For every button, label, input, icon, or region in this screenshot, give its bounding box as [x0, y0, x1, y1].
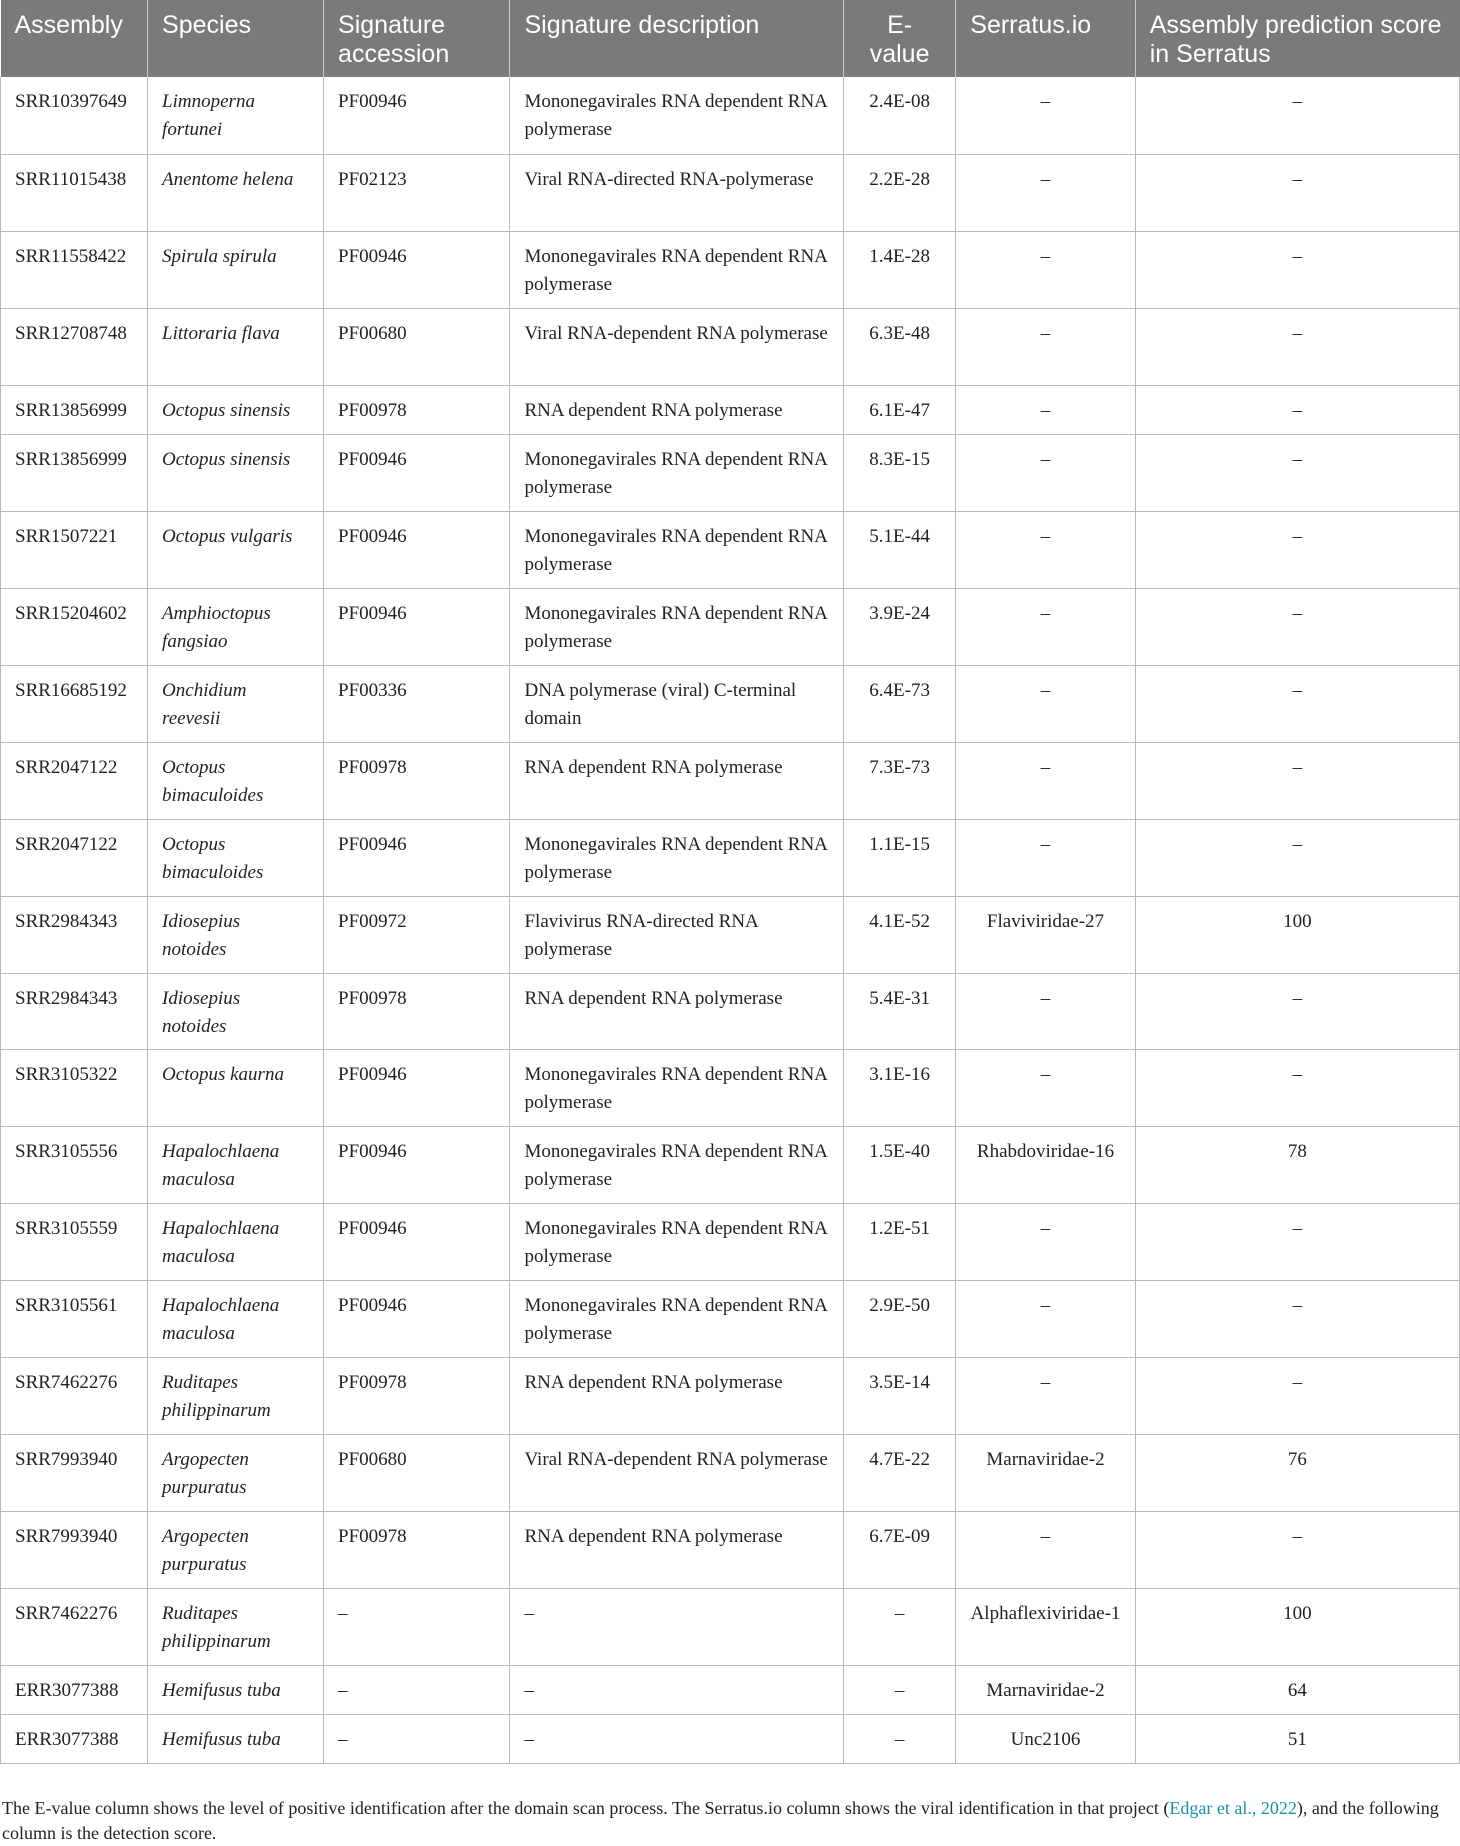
header-prediction-score: Assembly prediction score in Serratus	[1135, 0, 1459, 77]
cell-species: Limnoperna fortunei	[148, 77, 324, 154]
cell-e-value: 4.1E-52	[843, 896, 955, 973]
header-signature-description: Signature description	[510, 0, 843, 77]
caption-text-before: The E-value column shows the level of positive identification after the domain scan process. The Serratus.io column shows the viral identification in that project (	[2, 1798, 1170, 1818]
table-row	[1, 1665, 1460, 1714]
cell-signature-accession: PF00978	[324, 1511, 510, 1588]
cell-serratus: Flaviviridae-27	[956, 896, 1135, 973]
cell-serratus: –	[956, 77, 1135, 154]
cell-assembly: SRR16685192	[1, 665, 148, 742]
cell-e-value: 1.1E-15	[843, 819, 955, 896]
cell-signature-description: Mononegavirales RNA dependent RNA polymerase	[510, 511, 843, 588]
cell-signature-accession: PF00946	[324, 1126, 510, 1203]
cell-signature-accession: PF00946	[324, 819, 510, 896]
cell-serratus: –	[956, 511, 1135, 588]
cell-signature-accession: –	[324, 1714, 510, 1763]
cell-assembly: SRR11015438	[1, 154, 148, 231]
cell-prediction-score: 76	[1135, 1434, 1459, 1511]
table-row	[1, 511, 1460, 588]
cell-signature-description: Mononegavirales RNA dependent RNA polymerase	[510, 1203, 843, 1280]
cell-species: Hapalochlaena maculosa	[148, 1280, 324, 1357]
cell-e-value: 3.5E-14	[843, 1357, 955, 1434]
cell-prediction-score: –	[1135, 742, 1459, 819]
cell-prediction-score: –	[1135, 1357, 1459, 1434]
cell-species: Amphioctopus fangsiao	[148, 588, 324, 665]
table-row	[1, 819, 1460, 896]
cell-species: Littoraria flava	[148, 308, 324, 385]
cell-serratus: –	[956, 973, 1135, 1049]
header-species: Species	[148, 0, 324, 77]
cell-species: Hemifusus tuba	[148, 1714, 324, 1763]
cell-e-value: 2.4E-08	[843, 77, 955, 154]
table-row	[1, 588, 1460, 665]
cell-e-value: 1.2E-51	[843, 1203, 955, 1280]
cell-signature-accession: PF00978	[324, 385, 510, 434]
cell-assembly: SRR2047122	[1, 819, 148, 896]
cell-serratus: –	[956, 1049, 1135, 1126]
cell-signature-description: Mononegavirales RNA dependent RNA polymerase	[510, 231, 843, 308]
cell-assembly: SRR3105559	[1, 1203, 148, 1280]
cell-signature-accession: –	[324, 1665, 510, 1714]
cell-serratus: –	[956, 1280, 1135, 1357]
cell-species: Octopus kaurna	[148, 1049, 324, 1126]
cell-signature-description: Mononegavirales RNA dependent RNA polymerase	[510, 1280, 843, 1357]
cell-species: Idiosepius notoides	[148, 973, 324, 1049]
cell-signature-description: Viral RNA-dependent RNA polymerase	[510, 308, 843, 385]
cell-signature-accession: PF00978	[324, 1357, 510, 1434]
cell-prediction-score: –	[1135, 1280, 1459, 1357]
cell-signature-accession: PF00680	[324, 1434, 510, 1511]
cell-assembly: SRR7462276	[1, 1588, 148, 1665]
cell-serratus: –	[956, 1357, 1135, 1434]
cell-serratus: Unc2106	[956, 1714, 1135, 1763]
cell-serratus: –	[956, 665, 1135, 742]
cell-signature-description: Mononegavirales RNA dependent RNA polymerase	[510, 77, 843, 154]
cell-e-value: 1.4E-28	[843, 231, 955, 308]
cell-signature-description: –	[510, 1665, 843, 1714]
cell-e-value: 3.9E-24	[843, 588, 955, 665]
cell-signature-description: RNA dependent RNA polymerase	[510, 742, 843, 819]
cell-assembly: ERR3077388	[1, 1714, 148, 1763]
cell-serratus: –	[956, 742, 1135, 819]
cell-assembly: SRR11558422	[1, 231, 148, 308]
cell-signature-accession: PF00336	[324, 665, 510, 742]
table-row	[1, 434, 1460, 511]
cell-species: Octopus sinensis	[148, 434, 324, 511]
cell-prediction-score: –	[1135, 665, 1459, 742]
cell-serratus: –	[956, 588, 1135, 665]
cell-assembly: SRR1507221	[1, 511, 148, 588]
header-assembly: Assembly	[1, 0, 148, 77]
table-body	[1, 77, 1460, 1763]
cell-assembly: ERR3077388	[1, 1665, 148, 1714]
cell-signature-description: –	[510, 1714, 843, 1763]
cell-e-value: –	[843, 1588, 955, 1665]
cell-prediction-score: –	[1135, 1049, 1459, 1126]
cell-prediction-score: –	[1135, 819, 1459, 896]
cell-prediction-score: –	[1135, 1511, 1459, 1588]
cell-species: Anentome helena	[148, 154, 324, 231]
cell-species: Octopus sinensis	[148, 385, 324, 434]
cell-prediction-score: 100	[1135, 1588, 1459, 1665]
cell-prediction-score: –	[1135, 434, 1459, 511]
cell-assembly: SRR7993940	[1, 1511, 148, 1588]
cell-serratus: –	[956, 308, 1135, 385]
cell-prediction-score: –	[1135, 511, 1459, 588]
cell-signature-description: RNA dependent RNA polymerase	[510, 1357, 843, 1434]
cell-e-value: 6.7E-09	[843, 1511, 955, 1588]
cell-species: Spirula spirula	[148, 231, 324, 308]
cell-signature-accession: PF00946	[324, 511, 510, 588]
table-row	[1, 1588, 1460, 1665]
cell-serratus: –	[956, 1203, 1135, 1280]
cell-prediction-score: –	[1135, 231, 1459, 308]
caption-citation-link[interactable]: Edgar et al., 2022	[1169, 1798, 1297, 1818]
cell-species: Octopus bimaculoides	[148, 819, 324, 896]
cell-signature-accession: PF00946	[324, 77, 510, 154]
cell-serratus: –	[956, 1511, 1135, 1588]
cell-signature-accession: PF00946	[324, 434, 510, 511]
cell-signature-accession: PF00946	[324, 231, 510, 308]
caption-text-after: ), and the following column is the detection score.	[2, 1798, 1439, 1843]
cell-e-value: 5.1E-44	[843, 511, 955, 588]
cell-signature-accession: PF00946	[324, 588, 510, 665]
cell-assembly: SRR7462276	[1, 1357, 148, 1434]
cell-species: Idiosepius notoides	[148, 896, 324, 973]
cell-e-value: –	[843, 1665, 955, 1714]
cell-e-value: 4.7E-22	[843, 1434, 955, 1511]
table-row	[1, 665, 1460, 742]
cell-signature-accession: PF00946	[324, 1280, 510, 1357]
cell-assembly: SRR15204602	[1, 588, 148, 665]
cell-e-value: 3.1E-16	[843, 1049, 955, 1126]
cell-assembly: SRR2984343	[1, 896, 148, 973]
table-row	[1, 896, 1460, 973]
table-row	[1, 77, 1460, 154]
cell-prediction-score: –	[1135, 385, 1459, 434]
table-row	[1, 1511, 1460, 1588]
cell-serratus: Rhabdoviridae-16	[956, 1126, 1135, 1203]
cell-signature-accession: PF00680	[324, 308, 510, 385]
cell-e-value: 7.3E-73	[843, 742, 955, 819]
cell-prediction-score: –	[1135, 973, 1459, 1049]
table-row	[1, 1126, 1460, 1203]
cell-species: Argopecten purpuratus	[148, 1434, 324, 1511]
table-row	[1, 1203, 1460, 1280]
cell-prediction-score: –	[1135, 154, 1459, 231]
cell-assembly: SRR7993940	[1, 1434, 148, 1511]
cell-species: Hapalochlaena maculosa	[148, 1126, 324, 1203]
cell-signature-description: –	[510, 1588, 843, 1665]
cell-species: Ruditapes philippinarum	[148, 1357, 324, 1434]
cell-assembly: SRR10397649	[1, 77, 148, 154]
cell-assembly: SRR3105561	[1, 1280, 148, 1357]
cell-species: Argopecten purpuratus	[148, 1511, 324, 1588]
cell-prediction-score: –	[1135, 588, 1459, 665]
table-row	[1, 1714, 1460, 1763]
cell-e-value: 8.3E-15	[843, 434, 955, 511]
table-row	[1, 1357, 1460, 1434]
cell-signature-description: Mononegavirales RNA dependent RNA polymerase	[510, 1049, 843, 1126]
table-row	[1, 154, 1460, 231]
table-row	[1, 742, 1460, 819]
cell-signature-accession: PF00978	[324, 742, 510, 819]
header-serratus: Serratus.io	[956, 0, 1135, 77]
cell-assembly: SRR13856999	[1, 385, 148, 434]
cell-e-value: 5.4E-31	[843, 973, 955, 1049]
table-header-row	[1, 0, 1460, 77]
cell-signature-description: RNA dependent RNA polymerase	[510, 973, 843, 1049]
cell-signature-description: Viral RNA-directed RNA-polymerase	[510, 154, 843, 231]
cell-signature-description: Mononegavirales RNA dependent RNA polymerase	[510, 1126, 843, 1203]
cell-signature-description: Viral RNA-dependent RNA polymerase	[510, 1434, 843, 1511]
table-row	[1, 1280, 1460, 1357]
cell-signature-accession: PF00972	[324, 896, 510, 973]
cell-assembly: SRR2984343	[1, 973, 148, 1049]
cell-signature-description: DNA polymerase (viral) C-terminal domain	[510, 665, 843, 742]
cell-prediction-score: –	[1135, 308, 1459, 385]
table-row	[1, 973, 1460, 1049]
table-row	[1, 1049, 1460, 1126]
cell-prediction-score: –	[1135, 1203, 1459, 1280]
cell-signature-description: Mononegavirales RNA dependent RNA polymerase	[510, 588, 843, 665]
cell-species: Octopus bimaculoides	[148, 742, 324, 819]
cell-signature-description: RNA dependent RNA polymerase	[510, 385, 843, 434]
table-row	[1, 231, 1460, 308]
cell-serratus: Marnaviridae-2	[956, 1434, 1135, 1511]
table-row	[1, 308, 1460, 385]
cell-e-value: 6.3E-48	[843, 308, 955, 385]
cell-prediction-score: 51	[1135, 1714, 1459, 1763]
header-signature-accession: Signature accession	[324, 0, 510, 77]
table-caption	[2, 1796, 1458, 1846]
table-row	[1, 385, 1460, 434]
cell-species: Hapalochlaena maculosa	[148, 1203, 324, 1280]
cell-e-value: 6.1E-47	[843, 385, 955, 434]
cell-signature-description: RNA dependent RNA polymerase	[510, 1511, 843, 1588]
cell-assembly: SRR13856999	[1, 434, 148, 511]
cell-prediction-score: 64	[1135, 1665, 1459, 1714]
cell-signature-accession: PF00978	[324, 973, 510, 1049]
cell-signature-accession: PF02123	[324, 154, 510, 231]
cell-e-value: 2.9E-50	[843, 1280, 955, 1357]
cell-e-value: 1.5E-40	[843, 1126, 955, 1203]
cell-prediction-score: –	[1135, 77, 1459, 154]
cell-signature-description: Mononegavirales RNA dependent RNA polymerase	[510, 434, 843, 511]
cell-assembly: SRR3105322	[1, 1049, 148, 1126]
cell-prediction-score: 78	[1135, 1126, 1459, 1203]
cell-assembly: SRR12708748	[1, 308, 148, 385]
cell-species: Ruditapes philippinarum	[148, 1588, 324, 1665]
cell-signature-accession: –	[324, 1588, 510, 1665]
cell-serratus: –	[956, 819, 1135, 896]
cell-e-value: 6.4E-73	[843, 665, 955, 742]
cell-signature-accession: PF00946	[324, 1203, 510, 1280]
table-row	[1, 1434, 1460, 1511]
cell-serratus: –	[956, 385, 1135, 434]
cell-e-value: –	[843, 1714, 955, 1763]
cell-serratus: –	[956, 434, 1135, 511]
cell-serratus: –	[956, 154, 1135, 231]
cell-signature-accession: PF00946	[324, 1049, 510, 1126]
cell-serratus: Marnaviridae-2	[956, 1665, 1135, 1714]
cell-species: Hemifusus tuba	[148, 1665, 324, 1714]
cell-species: Octopus vulgaris	[148, 511, 324, 588]
cell-assembly: SRR2047122	[1, 742, 148, 819]
cell-assembly: SRR3105556	[1, 1126, 148, 1203]
cell-e-value: 2.2E-28	[843, 154, 955, 231]
cell-species: Onchidium reevesii	[148, 665, 324, 742]
cell-serratus: –	[956, 231, 1135, 308]
cell-prediction-score: 100	[1135, 896, 1459, 973]
cell-serratus: Alphaflexiviridae-1	[956, 1588, 1135, 1665]
header-e-value: E-value	[843, 0, 955, 77]
cell-signature-description: Mononegavirales RNA dependent RNA polymerase	[510, 819, 843, 896]
cell-signature-description: Flavivirus RNA-directed RNA polymerase	[510, 896, 843, 973]
